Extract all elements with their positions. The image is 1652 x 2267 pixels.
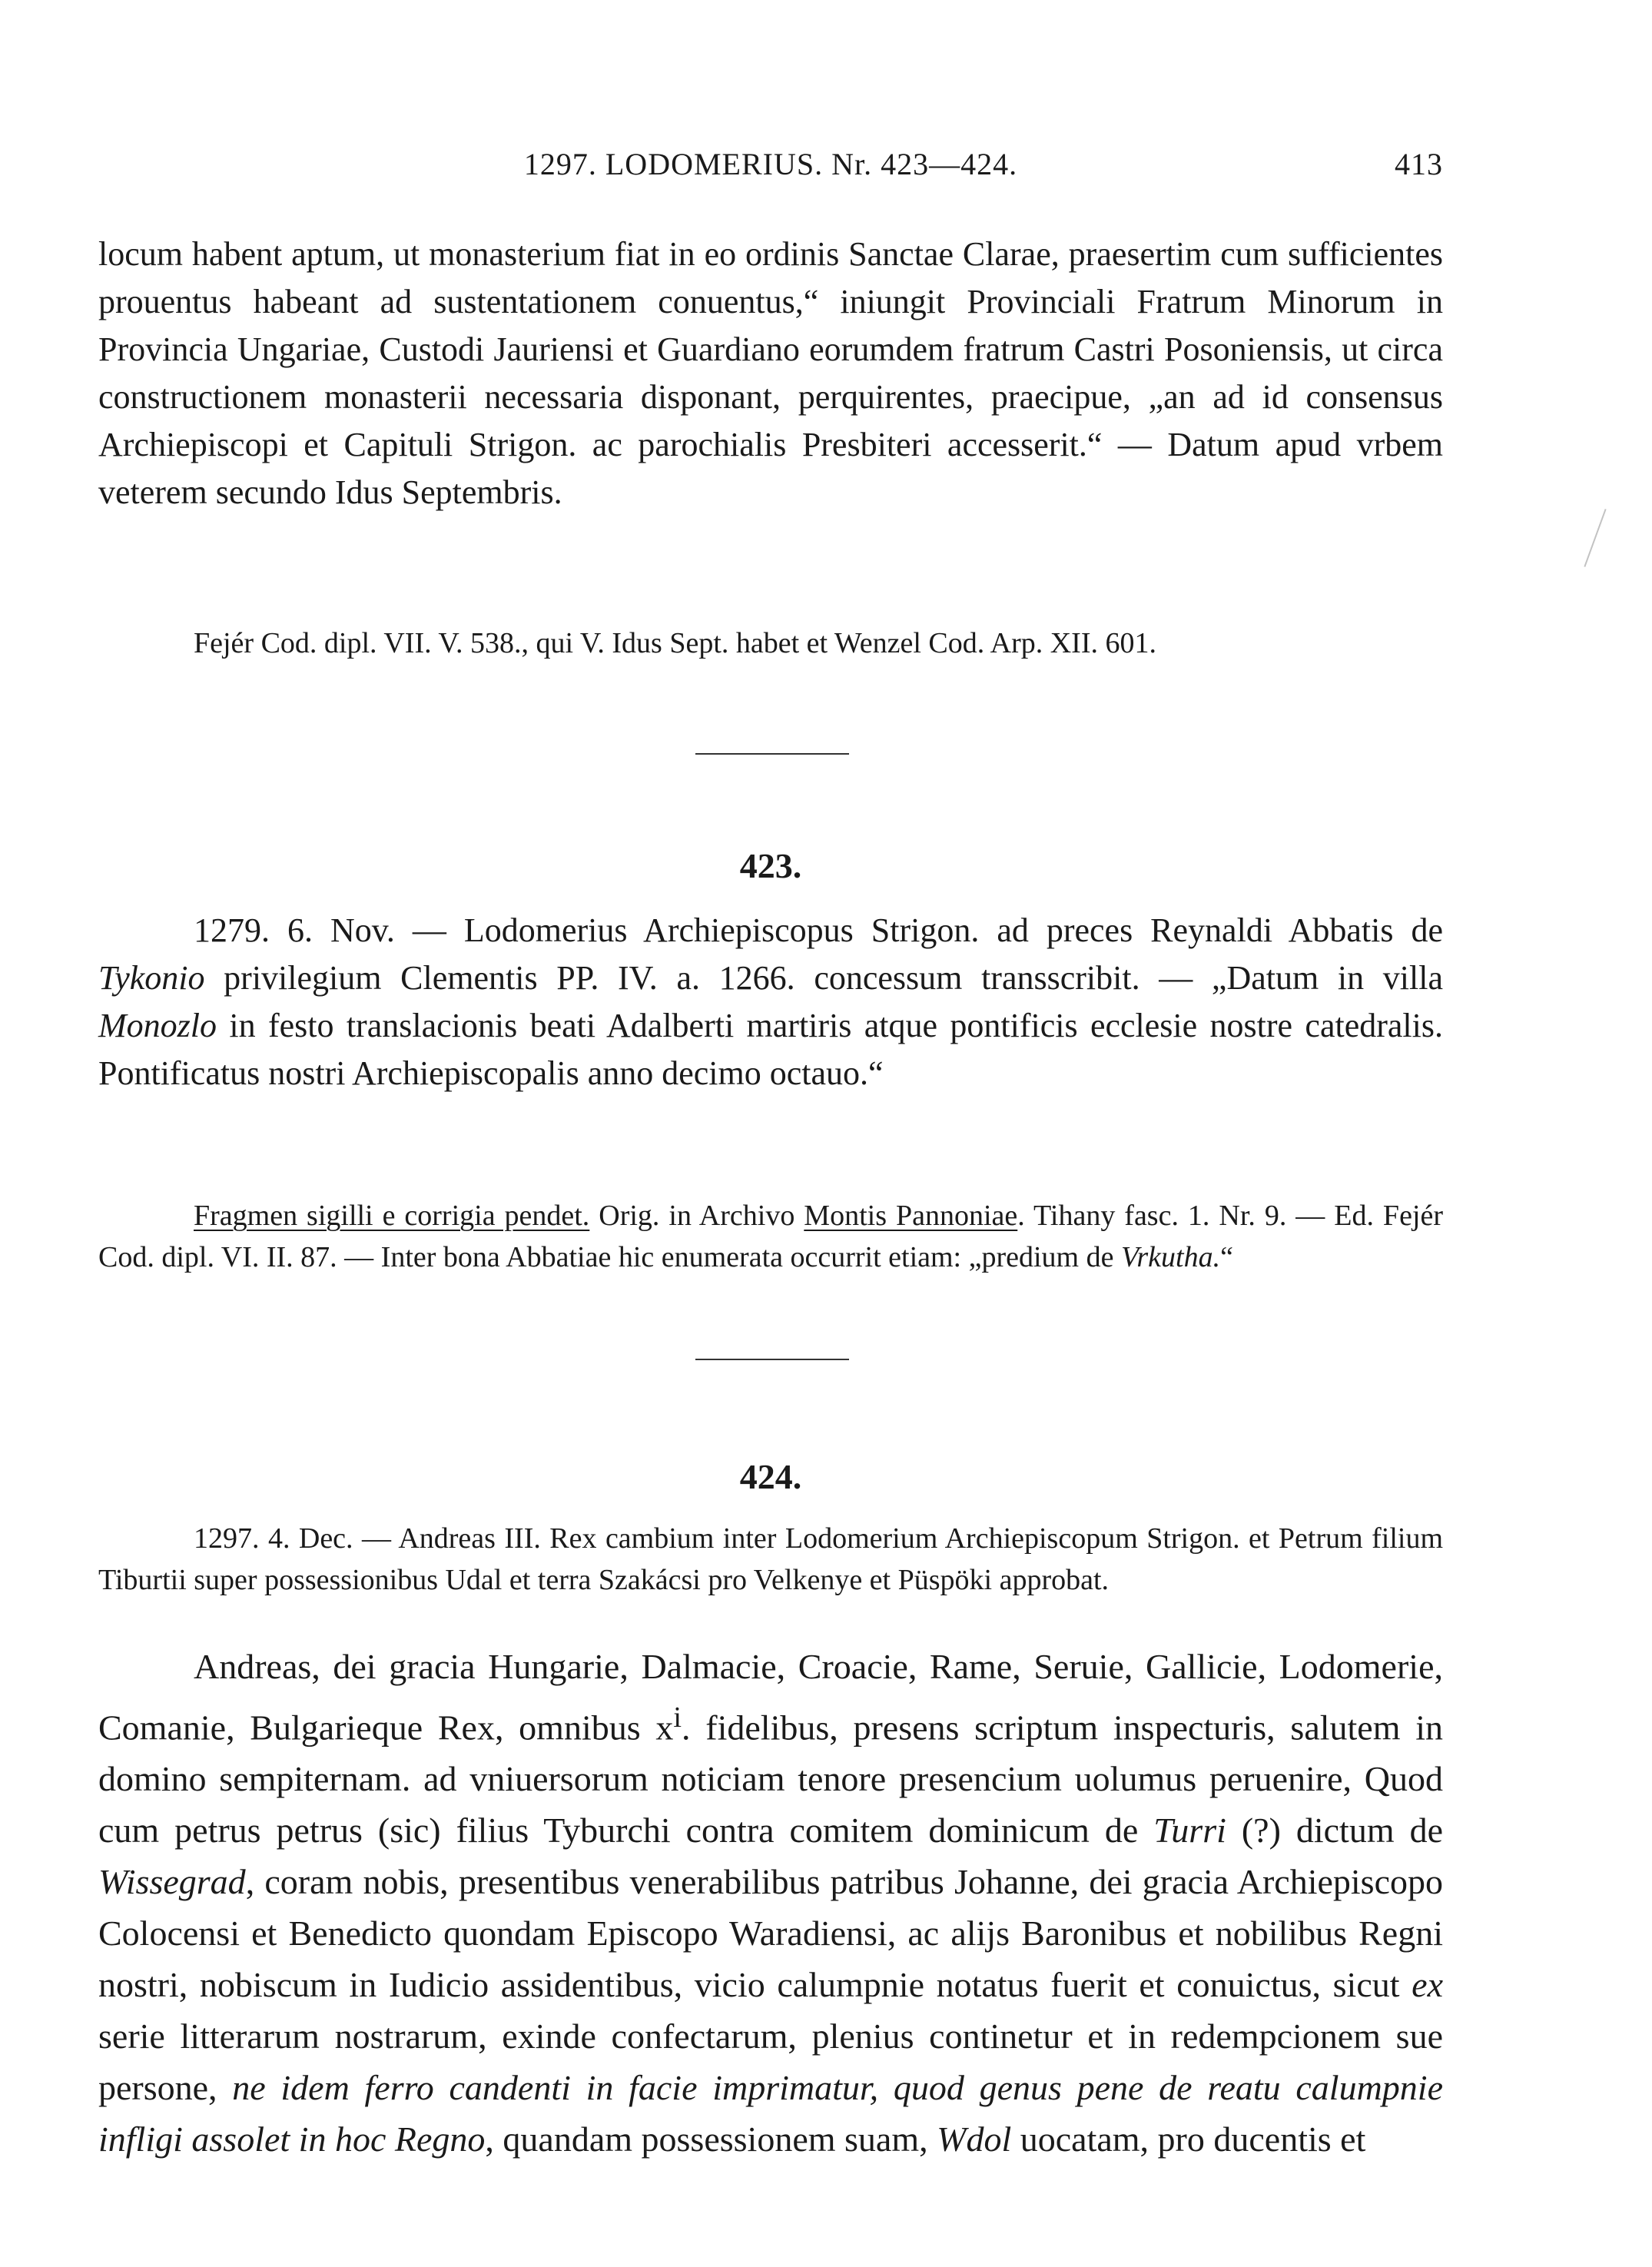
running-title: 1297. LODOMERIUS. Nr. 423—424.	[523, 147, 1018, 181]
entry-423-summary: 1279. 6. Nov. — Lodomerius Archiepiscopus Strigon. ad preces Reynaldi Abbatis de Tykonio privilegium Clementis PP. IV. a. 1266. concessum transscribit. — „Datum in villa Monozlo in festo translacionis beati Adalberti martiris atque pontificis ecclesie nostre catedralis. Pontificatus nostri Archiepiscopalis anno decimo octauo.“	[98, 911, 1443, 1092]
entry-424-charter-text: Andreas, dei gracia Hungarie, Dalmacie, Croacie, Rame, Seruie, Gallicie, Lodomerie, Comanie, Bulgarieque Rex, omnibus $x^i$. fidelibus, presens scriptum inspecturis, salutem in domino sempiternam. ad vniuersorum noticiam tenore presencium uolumus peruenire, Quod cum petrus petrus (sic) filius Tyburchi contra comitem dominicum de Turri (?) dictum de Wissegrad, coram nobis, presentibus venerabilibus patribus Johanne, dei gracia Archiepiscopo Colocensi et Benedicto quondam Episcopo Waradiensi, ac alijs Baronibus et nobilibus Regni nostri, nobiscum in Iudicio assidentibus, vicio calumpnie notatus fuerit et conuictus, sicut ex serie litterarum nostrarum, exinde confectarum, plenius continetur et in redempcionem sue persone, ne idem ferro candenti in facie imprimatur, quod genus pene de reatu calumpnie infligi assolet in hoc Regno, quandam possessionem suam, Wdol uocatam, pro ducentis et	[98, 1647, 1444, 2159]
margin-pencil-mark	[1584, 509, 1606, 567]
entry-number-424: 424.	[739, 1457, 802, 1496]
previous-entry-note: Fejér Cod. dipl. VII. V. 538., qui V. Idus Sept. habet et Wenzel Cod. Arp. XII. 601.	[194, 627, 1156, 659]
entry-423-note: Fragmen sigilli e corrigia pendet. Orig. in Archivo Montis Pannoniae. Tihany fasc. 1. Nr. 9. — Ed. Fejér Cod. dipl. VI. II. 87. — Inter bona Abbatiae hic enumerata occurrit etiam: „predium de Vrkutha.“	[98, 1200, 1444, 1273]
entry-number-423: 423.	[739, 846, 802, 885]
place-name: Monozlo	[98, 1007, 217, 1044]
place-name: Tykonio	[98, 959, 205, 997]
page-number: 413	[1395, 147, 1443, 181]
entry-424-summary: 1297. 4. Dec. — Andreas III. Rex cambium inter Lodomerium Archiepiscopum Strigon. et Petrum filium Tiburtii super possessionibus Udal et terra Szakácsi pro Velkenye et Püspöki approbat.	[98, 1522, 1443, 1596]
running-header	[98, 146, 1443, 192]
section-divider	[695, 753, 849, 755]
section-divider	[695, 1359, 849, 1360]
place-name: Vrkutha.	[1120, 1241, 1221, 1273]
previous-entry-text: locum habent aptum, ut monasterium fiat in eo ordinis Sanctae Clarae, praesertim cum sufficientes prouentus habeant ad sustentationem conuentus,“ iniungit Provinciali Fratrum Minorum in Provincia Ungariae, Custodi Jauriensi et Guardiano eorumdem fratrum Castri Posoniensis, ut circa constructionem monasterii necessaria disponant, perquirentes, praecipue, „an ad id consensus Archiepiscopi et Capituli Strigon. ac parochialis Presbiteri accesserit.“ — Datum apud vrbem veterem secundo Idus Septembris.	[98, 235, 1443, 511]
